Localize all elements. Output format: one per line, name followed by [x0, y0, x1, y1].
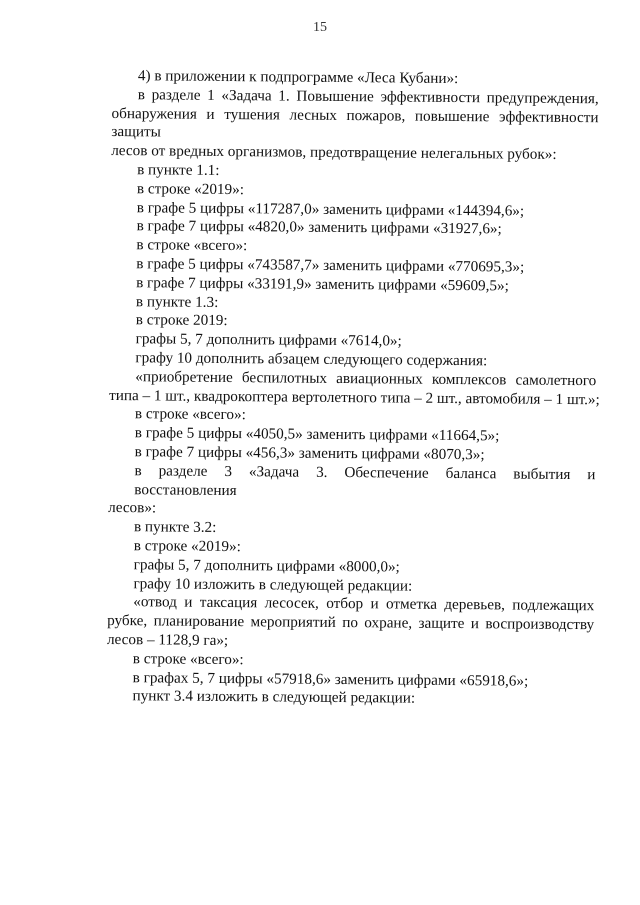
text-line: в графе 5 цифры «4050,5» заменить цифрами «11664,5»;: [134, 424, 500, 445]
text-line: в графах 5, 7 цифры «57918,6» заменить цифрами «65918,6»;: [132, 668, 529, 690]
text-line: в строке 2019:: [135, 311, 228, 330]
page-number: 15: [313, 20, 327, 35]
text-line: лесов – 1128,9 га»;: [106, 630, 229, 649]
text-line: графы 5, 7 дополнить цифрами «8000,0»;: [133, 555, 400, 576]
text-line: в разделе 3 «Задача 3. Обеспечение баланса выбытия и восстановления: [134, 461, 596, 499]
text-line: графу 10 дополнить абзацем следующего содержания:: [135, 349, 488, 370]
text-line: типа – 1 шт., квадрокоптера вертолетного типа – 2 шт., автомобиля – 1 шт.»;: [109, 386, 600, 408]
text-line: в разделе 1 «Задача 1. Повышение эффективности предупреждения,: [137, 86, 599, 108]
text-line: в строке «всего»:: [132, 649, 244, 668]
text-line: «приобретение беспилотных авиационных комплексов самолетного: [135, 367, 597, 389]
text-line: обнаружения и тушения лесных пожаров, повышение эффективности защиты: [111, 104, 599, 141]
text-line: в графе 7 цифры «33191,9» заменить цифрами «59609,5»;: [136, 273, 509, 295]
text-line: в графе 7 цифры «4820,0» заменить цифрами «31927,6»;: [136, 217, 502, 238]
text-line: лесов от вредных организмов, предотвращение нелегальных рубок»:: [111, 142, 557, 164]
text-line: в строке «2019»:: [133, 537, 241, 556]
text-line: в графе 5 цифры «117287,0» заменить цифрами «144394,6»;: [136, 198, 525, 220]
text-line: 4) в приложении к подпрограмме «Леса Кубани»:: [137, 67, 459, 88]
text-line: в графе 5 цифры «743587,7» заменить цифрами «770695,3»;: [136, 255, 525, 276]
text-line: в пункте 1.3:: [135, 292, 219, 311]
text-line: в строке «2019»:: [136, 180, 245, 198]
document-body: [106, 67, 599, 710]
text-line: «отвод и таксация лесосек, отбор и отметка деревьев, подлежащих: [133, 593, 595, 615]
text-line: в строке «всего»:: [134, 405, 246, 424]
text-line: графы 5, 7 дополнить цифрами «7614,0»;: [135, 330, 402, 350]
text-line: графу 10 изложить в следующей редакции:: [133, 574, 413, 595]
text-line: в строке «всего»:: [136, 236, 248, 255]
text-line: пункт 3.4 изложить в следующей редакции:: [132, 687, 416, 707]
text-line: лесов»:: [108, 499, 157, 517]
text-line: в пункте 3.2:: [133, 518, 217, 537]
text-line: в графе 7 цифры «456,3» заменить цифрами «8070,3»;: [134, 443, 485, 464]
text-line: в пункте 1.1:: [137, 161, 220, 179]
text-line: рубке, планирование мероприятий по охране, защите и воспроизводству: [107, 612, 595, 634]
